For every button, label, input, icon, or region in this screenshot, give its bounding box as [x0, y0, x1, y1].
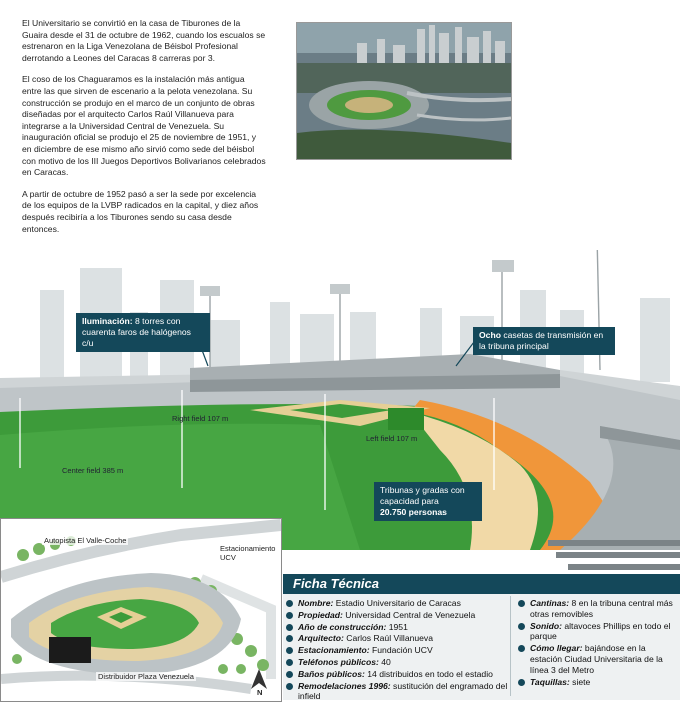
- ficha-item: [286, 610, 508, 621]
- ficha-item: [286, 598, 508, 609]
- left-field-label: Left field 107 m: [366, 434, 418, 443]
- ficha-key: Propiedad:: [298, 609, 343, 620]
- ficha-key: Sonido:: [530, 620, 562, 631]
- callout-iluminacion-text: 8 torres con cuarenta faros de halógenos c/u: [82, 316, 191, 348]
- map-label-autopista: Autopista El Valle-Coche: [44, 536, 127, 545]
- ficha-item: [286, 681, 508, 703]
- ficha-right-column: [518, 598, 674, 688]
- callout-tribunas: [374, 482, 482, 521]
- ficha-left-column: [286, 598, 508, 703]
- ficha-item: [518, 643, 674, 675]
- bullet-icon: [286, 659, 293, 666]
- ficha-value: siete: [569, 676, 591, 687]
- bullet-icon: [518, 645, 525, 652]
- map-label-estacionamiento: [218, 544, 277, 562]
- ficha-value: 1951: [386, 621, 408, 632]
- center-field-label: Center field 385 m: [62, 466, 124, 475]
- bullet-icon: [518, 623, 525, 630]
- bullet-icon: [518, 600, 525, 607]
- aerial-photo: [296, 22, 512, 160]
- compass-icon: N: [257, 688, 263, 697]
- ficha-key: Taquillas:: [530, 676, 570, 687]
- bullet-icon: [286, 624, 293, 631]
- bullet-icon: [286, 635, 293, 642]
- ficha-key: Estacionamiento:: [298, 645, 370, 656]
- intro-text: [22, 18, 266, 245]
- ficha-divider: [510, 596, 511, 696]
- ficha-key: Nombre:: [298, 598, 334, 608]
- callout-tribunas-capacity: 20.750 personas: [380, 507, 447, 517]
- map-label-distribuidor: Distribuidor Plaza Venezuela: [98, 672, 194, 681]
- ficha-value: 8 en la tribuna central más otras removibles: [530, 598, 673, 619]
- ficha-value: 14 distribuidos en todo el estadio: [364, 668, 493, 679]
- callout-iluminacion: [76, 313, 210, 352]
- intro-paragraph-3: A partir de octubre de 1952 pasó a ser la sede por excelencia de los equipos de la LVBP radicados en la capital, y diez años después recibiría a los Tiburones sendo su casa desde entonces.: [22, 188, 259, 234]
- ficha-value: sustitución del engramado del infield: [298, 680, 508, 702]
- ficha-item: [518, 621, 674, 643]
- ficha-value: Carlos Raúl Villanueva: [343, 633, 434, 644]
- intro-paragraph-1: El Universitario se convirtió en la casa de Tiburones de la Guaira desde el 31 de octubre de 1962, cuando los escualos se estrenaron en la Liga Venezolana de Béisbol Profesional derrotando a Leones del Caracas 8 carreras por 3.: [22, 18, 266, 63]
- ficha-value: Estadio Universitario de Caracas: [333, 598, 461, 608]
- ficha-value: bajándose en la estación Ciudad Universitaria de la línea 3 del Metro: [530, 643, 663, 675]
- ficha-value: altavoces Phillips en todo el parque: [530, 620, 671, 642]
- ficha-key: Cantinas:: [530, 598, 570, 608]
- callout-casetas-text: casetas de transmisión en la tribuna principal: [479, 330, 604, 351]
- ficha-key: Remodelaciones 1996:: [298, 680, 391, 691]
- ficha-item: [518, 677, 674, 688]
- bullet-icon: [286, 647, 293, 654]
- ficha-header: [283, 574, 680, 594]
- right-field-label: Right field 107 m: [172, 414, 229, 423]
- callout-casetas-title: Ocho: [479, 330, 501, 340]
- ficha-item: [518, 598, 674, 620]
- bullet-icon: [286, 600, 293, 607]
- ficha-key: Baños públicos:: [298, 668, 365, 679]
- callout-casetas: [473, 327, 615, 355]
- ficha-value: Universidad Central de Venezuela: [342, 609, 476, 620]
- bullet-icon: [518, 679, 525, 686]
- ficha-key: Año de construcción:: [298, 621, 387, 632]
- bullet-icon: [286, 671, 293, 678]
- bullet-icon: [286, 683, 293, 690]
- ficha-title: Ficha Técnica: [293, 576, 379, 591]
- ficha-item: [286, 622, 508, 633]
- ficha-value: 40: [378, 656, 391, 667]
- ficha-key: Teléfonos públicos:: [298, 656, 379, 667]
- ficha-item: [286, 633, 508, 644]
- intro-paragraph-2: El coso de los Chaguaramos es la instalación más antigua entre las que sirven de escenario a la pelota venezolana. Su construcción se produjo en el marco de un conjunto de obras diseñadas por el arquitecto Carlos Raúl Villanueva para integrarse a la Universidad Central de Venezuela. Su inauguración oficial se produjo el 25 de noviembre de 1951, y en diciembre de ese mismo año sirvió como sede del béisbol con motivo de los III Juegos Deportivos Bolivarianos celebrados en Caracas.: [22, 74, 266, 178]
- ficha-key: Arquitecto:: [298, 633, 344, 644]
- ficha-item: [286, 669, 508, 680]
- map-label-estacionamiento-line1: Estacionamiento: [220, 544, 276, 553]
- ficha-item: [286, 657, 508, 668]
- bullet-icon: [286, 612, 293, 619]
- ficha-item: [286, 645, 508, 656]
- ficha-key: Cómo llegar:: [530, 643, 583, 654]
- callout-tribunas-text: Tribunas y gradas con capacidad para: [380, 485, 465, 506]
- callout-iluminacion-title: Iluminación:: [82, 316, 133, 326]
- ficha-value: Fundación UCV: [369, 645, 433, 656]
- map-label-estacionamiento-line2: UCV: [220, 553, 236, 562]
